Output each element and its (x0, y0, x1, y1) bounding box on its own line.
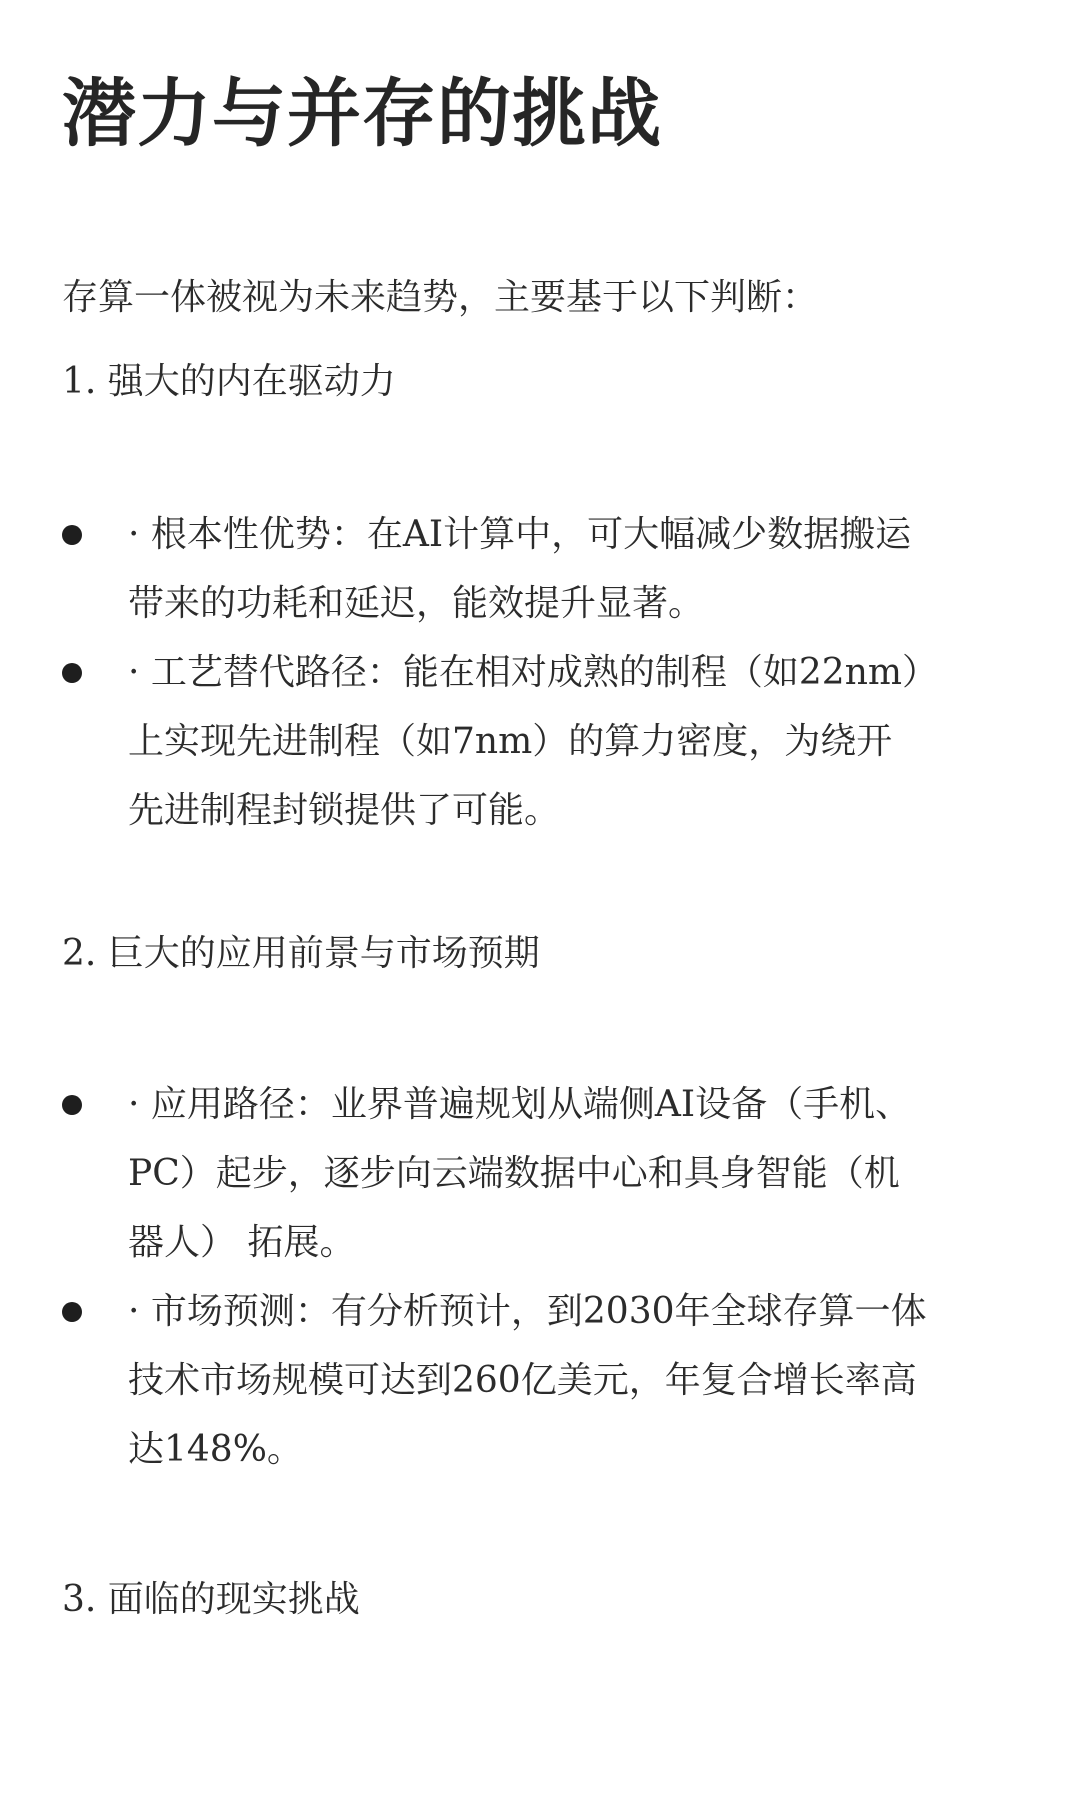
bullet-text-line: 达148%。 (128, 1429, 303, 1470)
bullet-text-line: 先进制程封锁提供了可能。 (128, 790, 561, 831)
bullet-text-line: · 根本性优势：在AI计算中，可大幅减少数据搬运 (128, 514, 912, 555)
list-item (62, 1277, 1024, 1484)
bullet-list-2 (62, 1070, 1024, 1484)
bullet-text-line: PC）起步，逐步向云端数据中心和具身智能（机 (128, 1153, 900, 1194)
bullet-text-line: · 应用路径：业界普遍规划从端侧AI设备（手机、 (128, 1084, 912, 1125)
bullet-dot-icon (62, 525, 82, 545)
list-item (62, 638, 1024, 845)
list-item (62, 500, 1024, 638)
bullet-dot-icon (62, 1095, 82, 1115)
section-heading-2: 2. 巨大的应用前景与市场预期 (62, 933, 540, 974)
bullet-text-line: 技术市场规模可达到260亿美元，年复合增长率高 (128, 1360, 917, 1401)
bullet-text-line: 器人） 拓展。 (128, 1222, 356, 1263)
bullet-dot-icon (62, 663, 82, 683)
bullet-text-line: 上实现先进制程（如7nm）的算力密度，为绕开 (128, 721, 893, 762)
bullet-list-1 (62, 500, 1024, 845)
bullet-text-line: 带来的功耗和延迟，能效提升显著。 (128, 583, 705, 624)
list-item (62, 1070, 1024, 1277)
section-heading-3: 3. 面临的现实挑战 (62, 1579, 360, 1620)
bullet-text-line: · 市场预测：有分析预计，到2030年全球存算一体 (128, 1291, 927, 1332)
section-heading-1: 1. 强大的内在驱动力 (62, 361, 396, 402)
page-title: 潜力与并存的挑战 (62, 71, 662, 157)
bullet-text-line: · 工艺替代路径：能在相对成熟的制程（如22nm） (128, 652, 939, 693)
intro-paragraph: 存算一体被视为未来趋势，主要基于以下判断： (62, 277, 819, 318)
bullet-dot-icon (62, 1302, 82, 1322)
